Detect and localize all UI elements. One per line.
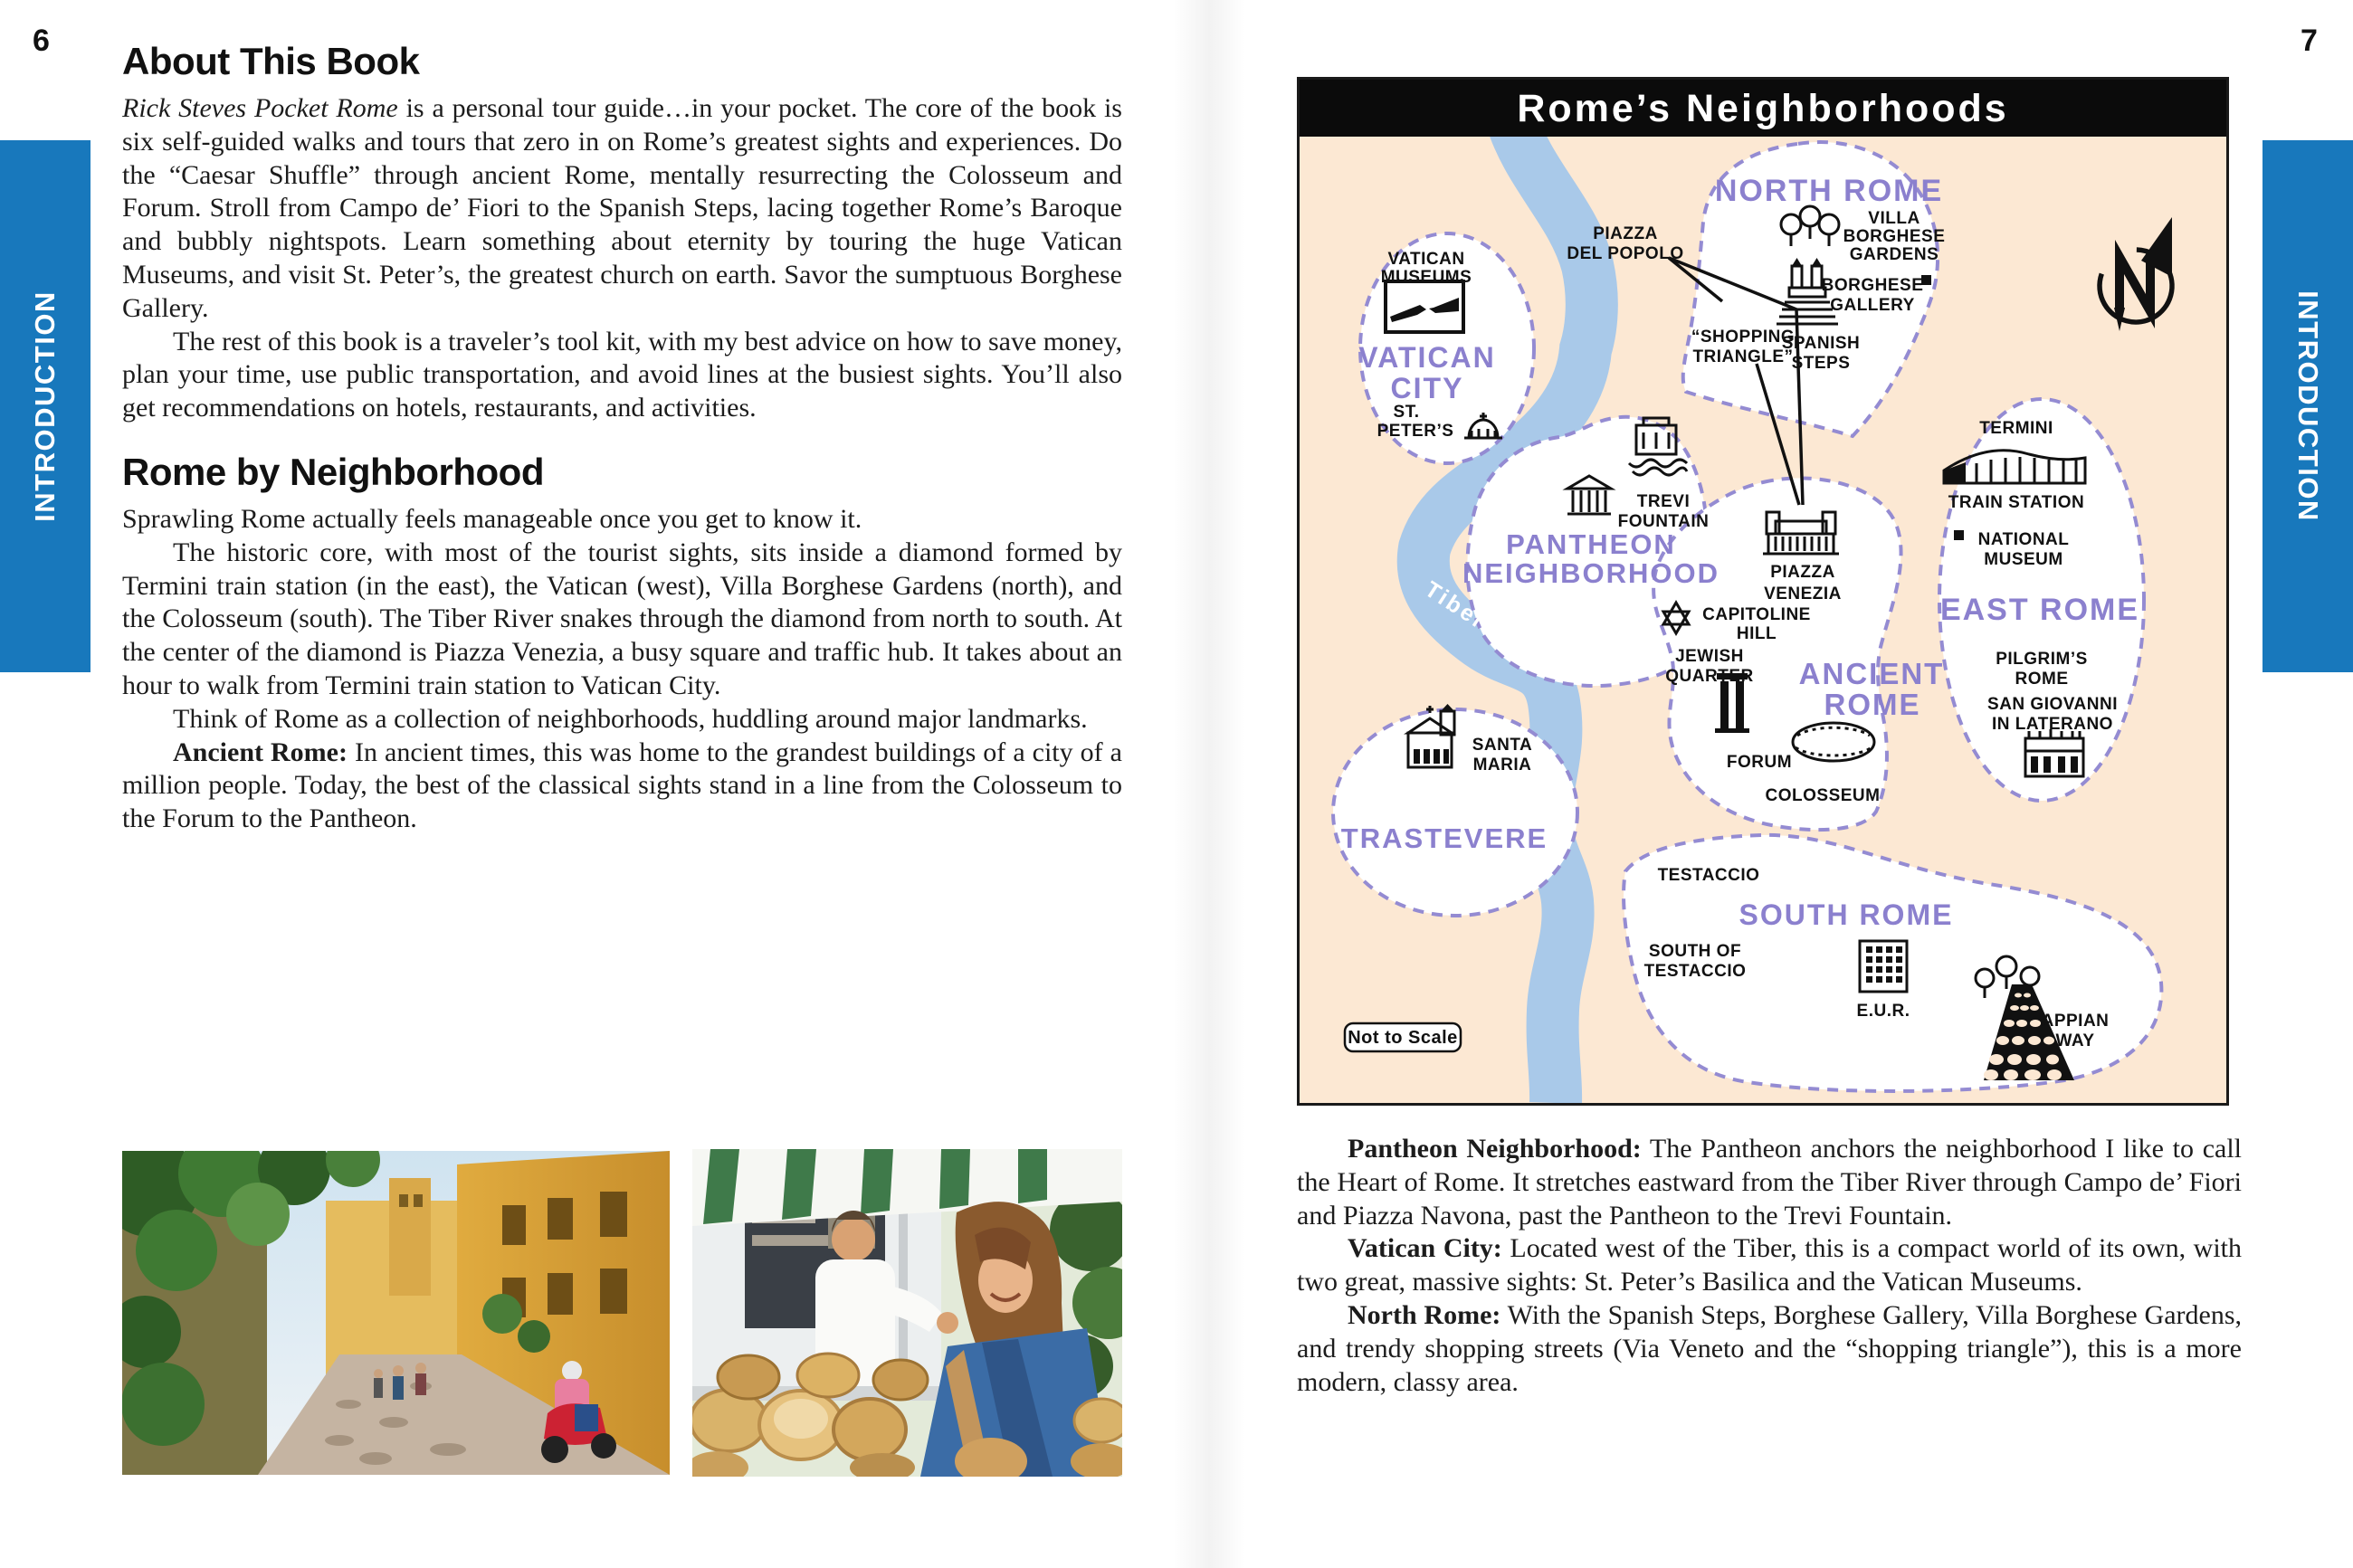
label-jewish-2: QUARTER xyxy=(1665,667,1754,686)
about-paragraph-2: The rest of this book is a traveler’s tool kit, with my best advice on how to save money, plan your time, use public transportation, and avoid lines at the busiest sights. You’ll also get recommendations on hotels, restaurants, and activities. xyxy=(122,326,1122,423)
label-train-station: TRAIN STATION xyxy=(1948,493,2085,512)
far-tower xyxy=(389,1178,431,1296)
sidebar-tab-left-label: INTRODUCTION xyxy=(29,290,61,522)
label-pilgrims-1: PILGRIM’S xyxy=(1996,650,2088,669)
neighborhood-paragraph-1: Sprawling Rome actually feels manageable once you get to know it. xyxy=(122,503,862,534)
label-capitoline-2: HILL xyxy=(1736,624,1777,643)
label-villa-3: GARDENS xyxy=(1849,245,1939,264)
vatican-paragraph xyxy=(1297,1232,2242,1299)
label-vatican-1: VATICAN xyxy=(1358,341,1496,374)
about-heading: About This Book xyxy=(122,40,420,82)
neighborhood-paragraph-2: The historic core, with most of the tourist sights, sits inside a diamond formed by Termini train station (in the east), the Vatican (west), Villa Borghese Gardens (north), and the Colosseum (south). The Tiber River snakes through the diamond from north to south. At the center of the diamond is Piazza Venezia, a busy square and traffic hub. It takes about an hour to walk from Termini train station to Vatican City. xyxy=(122,537,1122,700)
label-forum: FORUM xyxy=(1726,753,1793,772)
label-trevi-2: FOUNTAIN xyxy=(1617,512,1710,531)
label-borghese-1: BORGHESE xyxy=(1821,276,1924,295)
north-rome-lead: North Rome: xyxy=(1348,1299,1501,1330)
about-paragraph-1-text: is a personal tour guide…in your pocket. The core of the book is six self-guided walks and tours that zero in on Rome’s greatest sights and experiences. Do the “Caesar Shuffle” through ancient Rome, mentally resurrecting the Colosseum and Forum. Stroll from Campo de’ Fiori to the Spanish Steps, lacing together Rome’s Baroque and bubbly nightspots. Learn something about eternity by touring the huge Vatican Museums, and visit St. Peter’s, the greatest church on earth. Savor the sumptuous Borghese Gallery. xyxy=(122,93,1122,323)
label-vatmus-1: VATICAN xyxy=(1387,250,1465,269)
sidebar-tab-left xyxy=(0,140,90,672)
region-trastevere-outline xyxy=(1333,709,1577,916)
label-stpeters-1: ST. xyxy=(1393,403,1420,422)
label-sangiovanni-2: IN LATERANO xyxy=(1992,715,2113,734)
label-east-rome: EAST ROME xyxy=(1939,593,2140,627)
vatican-text: Located west of the Tiber, this is a compact world of its own, with two great, massive sights: St. Peter’s Basilica and the Vatican Museums. xyxy=(1297,1233,2242,1297)
left-page-column xyxy=(122,40,1122,836)
national-museum-marker-icon xyxy=(1954,530,1964,540)
page-number-left: 6 xyxy=(33,24,50,58)
street-photo-illustration xyxy=(122,1151,670,1475)
label-vatican-2: CITY xyxy=(1390,372,1464,404)
north-rome-paragraph xyxy=(1297,1299,2242,1399)
label-borghese-2: GALLERY xyxy=(1830,296,1915,315)
label-popolo-2: DEL POPOLO xyxy=(1567,244,1684,263)
label-villa-1: VILLA xyxy=(1868,209,1920,228)
label-natmus-1: NATIONAL xyxy=(1977,530,2070,549)
label-shopping-2: TRIANGLE” xyxy=(1692,347,1794,366)
neighborhood-paragraph-4 xyxy=(122,736,1122,836)
label-villa-2: BORGHESE xyxy=(1843,227,1946,246)
label-testaccio: TESTACCIO xyxy=(1657,866,1760,885)
pantheon-lead: Pantheon Neighborhood: xyxy=(1348,1134,1642,1164)
ancient-rome-lead: Ancient Rome: xyxy=(173,736,348,767)
map-title: Rome’s Neighborhoods xyxy=(1517,87,2009,130)
label-spanish-1: SPANISH xyxy=(1781,334,1861,353)
label-popolo-1: PIAZZA xyxy=(1593,224,1658,243)
neighborhood-paragraph-3: Think of Rome as a collection of neighborhoods, huddling around major landmarks. xyxy=(173,703,1088,734)
about-paragraph-1 xyxy=(122,92,1122,326)
label-santamaria-2: MARIA xyxy=(1472,755,1532,774)
label-termini: TERMINI xyxy=(1979,419,2053,438)
label-venezia-2: VENEZIA xyxy=(1764,584,1842,603)
label-vatmus-2: MUSEUMS xyxy=(1380,268,1472,287)
page-number-right: 7 xyxy=(2301,24,2318,58)
label-stpeters-2: PETER’S xyxy=(1377,422,1454,441)
label-pantheon-1: PANTHEON xyxy=(1506,528,1676,560)
label-pilgrims-2: ROME xyxy=(2015,670,2069,689)
label-santamaria-1: SANTA xyxy=(1472,736,1533,755)
label-venezia-1: PIAZZA xyxy=(1770,563,1835,582)
label-colosseum: COLOSSEUM xyxy=(1765,786,1881,805)
map-svg xyxy=(1300,80,2226,1103)
vatican-lead: Vatican City: xyxy=(1348,1233,1502,1264)
label-natmus-2: MUSEUM xyxy=(1984,550,2063,569)
neighborhood-heading: Rome by Neighborhood xyxy=(122,450,544,493)
label-southtestaccio-1: SOUTH OF xyxy=(1648,942,1742,961)
label-sangiovanni-1: SAN GIOVANNI xyxy=(1987,695,2118,714)
not-to-scale-box xyxy=(1345,1023,1461,1051)
label-trastevere: TRASTEVERE xyxy=(1340,822,1548,854)
rome-neighborhoods-map xyxy=(1297,77,2229,1106)
book-title-italic: Rick Steves Pocket Rome xyxy=(122,93,398,123)
right-page-column xyxy=(1297,1133,2242,1399)
label-ancient-1: ANCIENT xyxy=(1798,657,1945,690)
label-trevi-1: TREVI xyxy=(1636,492,1691,511)
sidebar-tab-right xyxy=(2262,140,2353,672)
not-to-scale-label: Not to Scale xyxy=(1348,1028,1458,1048)
label-capitoline-1: CAPITOLINE xyxy=(1702,605,1811,624)
label-south-rome: SOUTH ROME xyxy=(1739,898,1954,931)
vatican-museums-icon xyxy=(1386,281,1463,332)
page-gutter-shadow xyxy=(1173,0,1245,1568)
label-ancient-2: ROME xyxy=(1824,688,1921,721)
label-north-rome: NORTH ROME xyxy=(1714,174,1944,208)
street-photo xyxy=(122,1151,670,1479)
pantheon-paragraph xyxy=(1297,1133,2242,1232)
pantheon-text: The Pantheon anchors the neighborhood I like to call the Heart of Rome. It stretches eastward from the Tiber River through Campo de’ Fiori and Piazza Navona, past the Pantheon to the Trevi Fountain. xyxy=(1297,1134,2242,1231)
sidebar-tab-right-label: INTRODUCTION xyxy=(2292,290,2324,522)
label-eur: E.U.R. xyxy=(1856,1002,1910,1021)
label-spanish-2: STEPS xyxy=(1791,354,1851,373)
market-photo xyxy=(692,1149,1122,1481)
label-pantheon-2: NEIGHBORHOOD xyxy=(1462,557,1720,589)
ancient-rome-text: In ancient times, this was home to the grandest buildings of a city of a million people. Today, the best of the classical sights stand in a line from the Colosseum to the Forum to the Pantheon. xyxy=(122,736,1122,834)
market-photo-illustration xyxy=(692,1149,1122,1477)
label-jewish-1: JEWISH xyxy=(1675,647,1744,666)
label-appian-1: APPIAN xyxy=(2041,1012,2110,1031)
label-appian-2: WAY xyxy=(2055,1031,2095,1050)
label-shopping-1: “SHOPPING xyxy=(1691,328,1796,347)
label-southtestaccio-2: TESTACCIO xyxy=(1643,962,1747,981)
tiber-river-label: Tiber River xyxy=(1420,576,1558,679)
north-rome-text: With the Spanish Steps, Borghese Gallery, Villa Borghese Gardens, and trendy shopping streets (Via Veneto and the “shopping triangle”), this is a more modern, classy area. xyxy=(1297,1299,2242,1397)
